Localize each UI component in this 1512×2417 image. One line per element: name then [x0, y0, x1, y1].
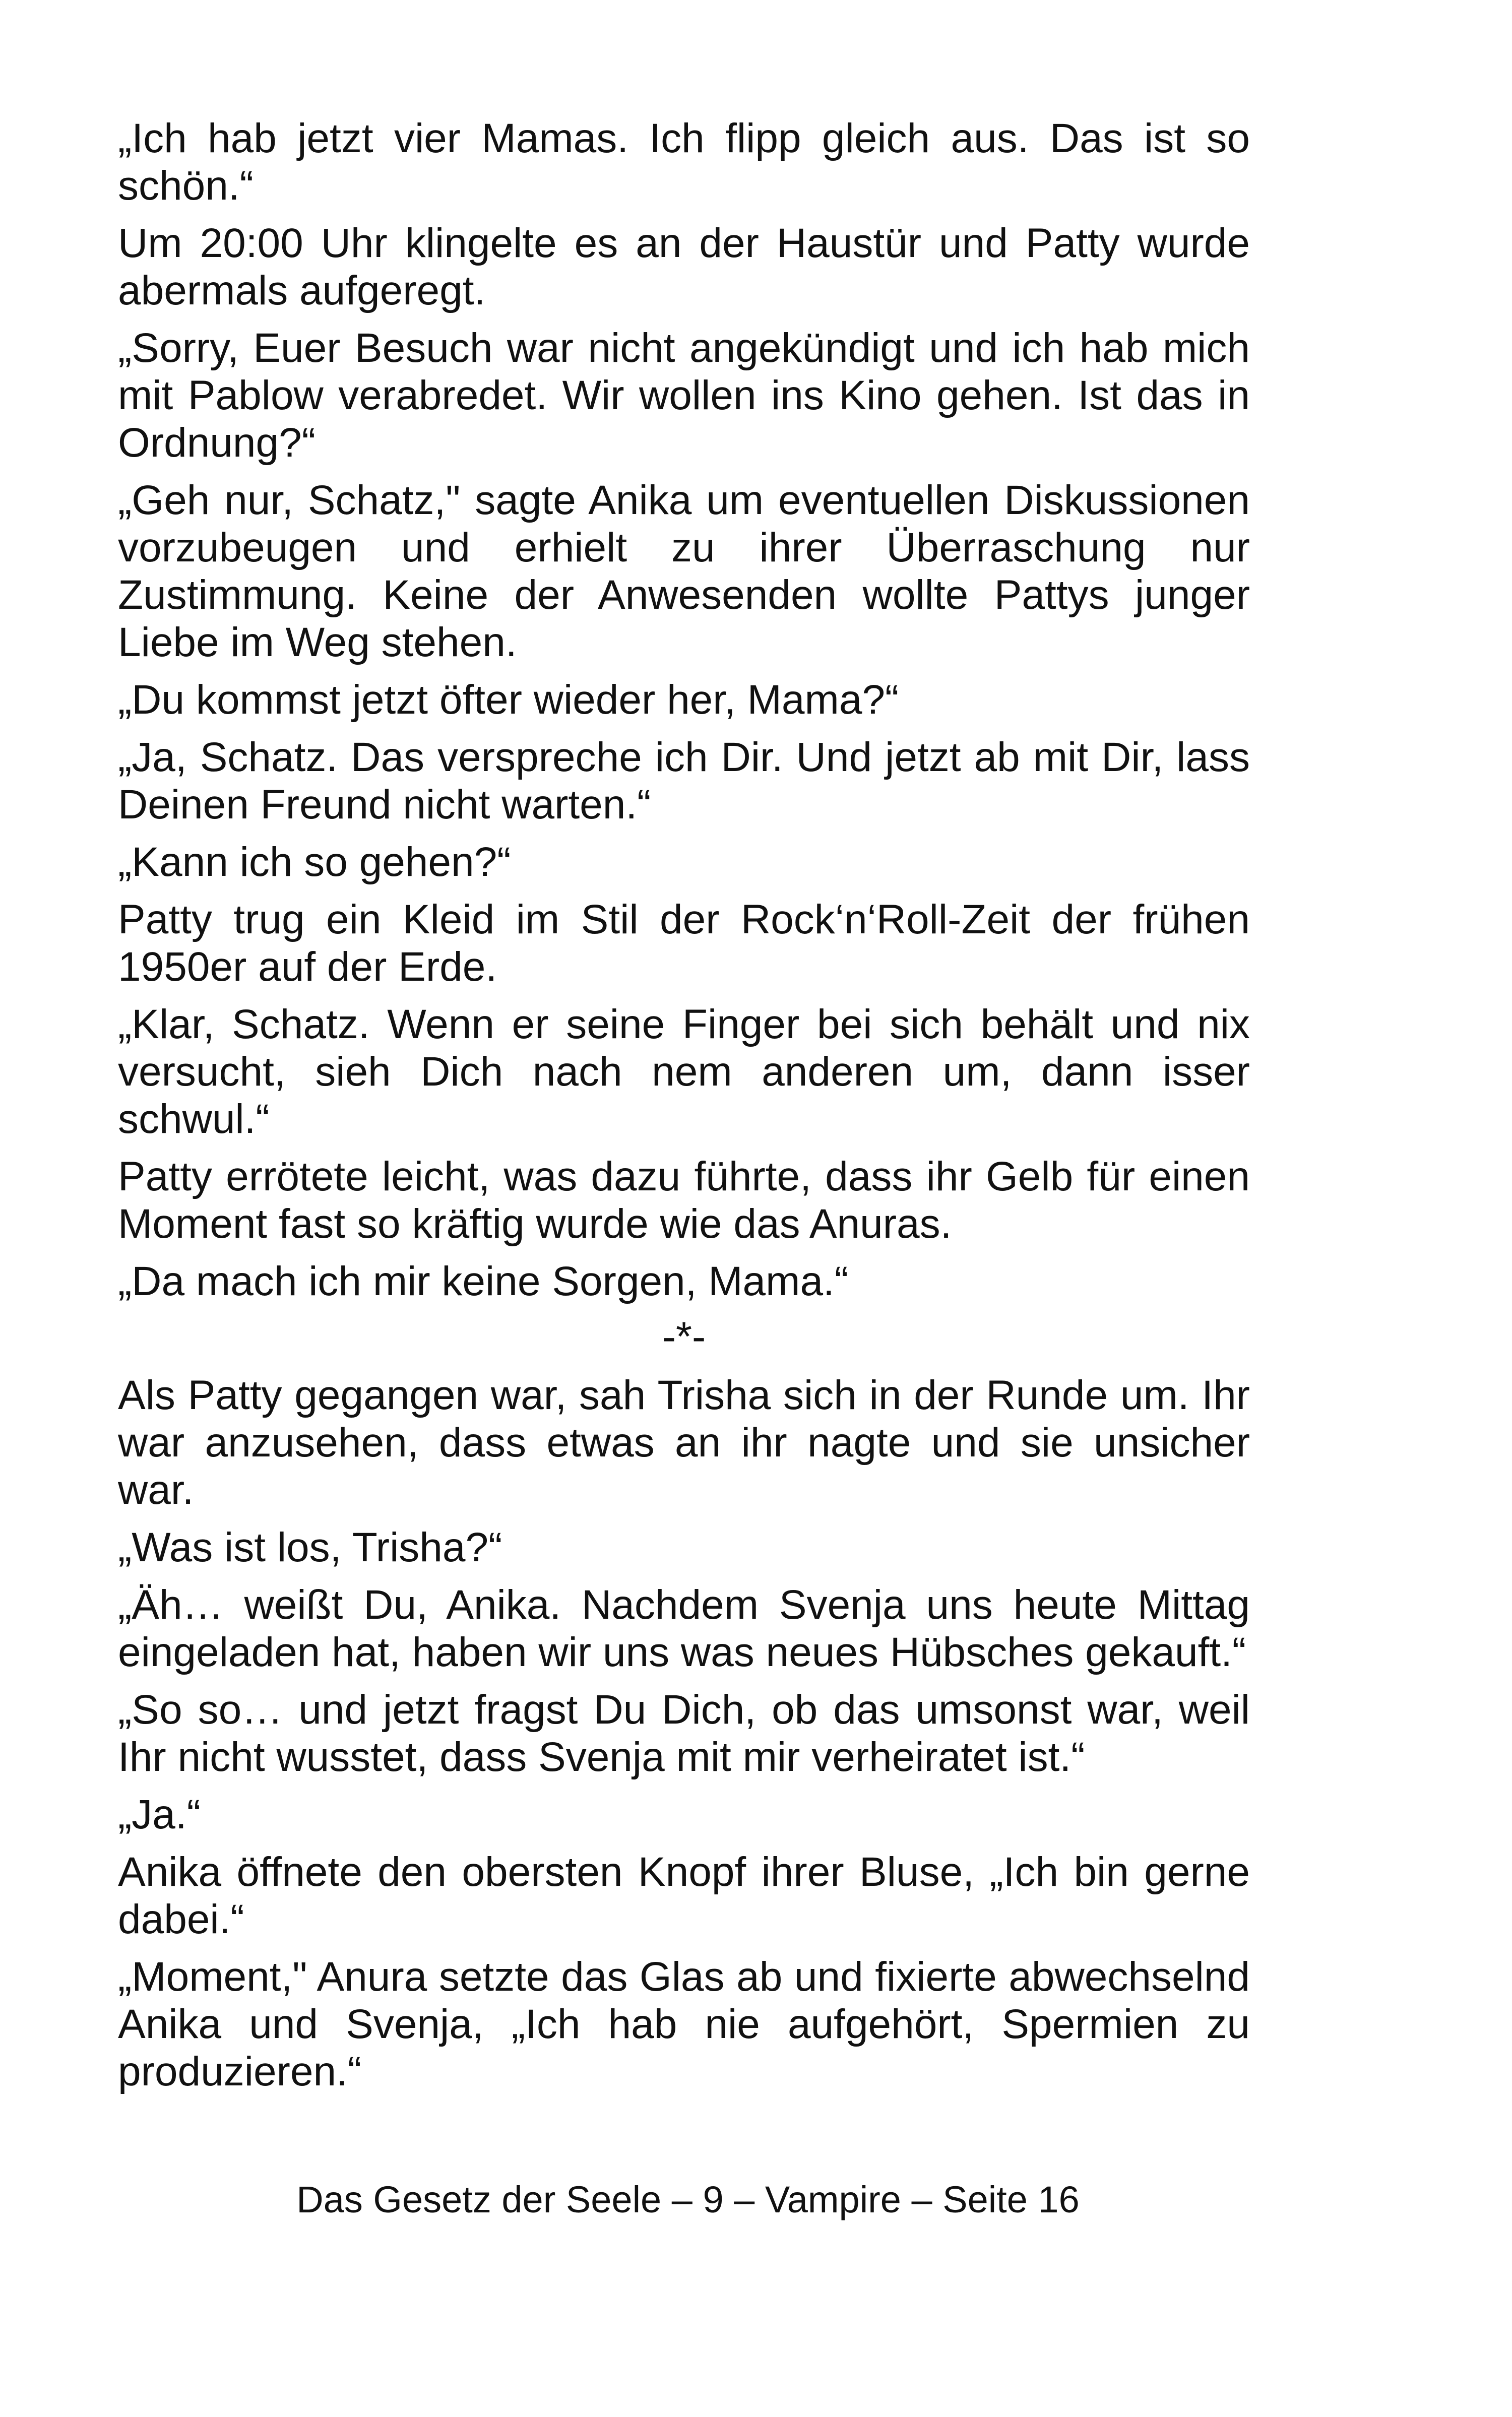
paragraph: „Sorry, Euer Besuch war nicht angekündigt und ich hab mich mit Pablow verabredet. Wir wollen ins Kino gehen. Ist das in Ordnung?“	[118, 325, 1250, 466]
paragraph: „Kann ich so gehen?“	[118, 839, 511, 885]
paragraph: Patty errötete leicht, was dazu führte, dass ihr Gelb für einen Moment fast so kräftig wurde wie das Anuras.	[118, 1154, 1250, 1247]
page-footer: Das Gesetz der Seele – 9 – Vampire – Seite 16	[296, 2179, 1080, 2220]
scene-separator: -*-	[662, 1314, 706, 1360]
paragraph: „So so… und jetzt fragst Du Dich, ob das umsonst war, weil Ihr nicht wusstet, dass Svenja mit mir verheiratet ist.“	[118, 1687, 1250, 1780]
paragraph: „Äh… weißt Du, Anika. Nachdem Svenja uns heute Mittag eingeladen hat, haben wir uns was neues Hübsches gekauft.“	[118, 1582, 1250, 1675]
page-body	[118, 115, 1250, 2106]
paragraph: „Moment," Anura setzte das Glas ab und fixierte abwechselnd Anika und Svenja, „Ich hab nie aufgehört, Spermien zu produzieren.“	[118, 1954, 1250, 2094]
paragraph: „Ja, Schatz. Das verspreche ich Dir. Und jetzt ab mit Dir, lass Deinen Freund nicht warten.“	[118, 734, 1250, 828]
paragraph: „Klar, Schatz. Wenn er seine Finger bei sich behält und nix versucht, sieh Dich nach nem anderen um, dann isser schwul.“	[118, 1001, 1250, 1142]
paragraph: „Geh nur, Schatz," sagte Anika um eventuellen Diskussionen vorzubeugen und erhielt zu ihrer Überraschung nur Zustimmung. Keine der Anwesenden wollte Pattys junger Liebe im Weg stehen.	[118, 477, 1250, 665]
paragraph: Als Patty gegangen war, sah Trisha sich in der Runde um. Ihr war anzusehen, dass etwas an ihr nagte und sie unsicher war.	[118, 1372, 1250, 1513]
paragraph: Um 20:00 Uhr klingelte es an der Haustür und Patty wurde abermals aufgeregt.	[118, 220, 1250, 313]
paragraph: „Da mach ich mir keine Sorgen, Mama.“	[118, 1258, 849, 1304]
paragraph: „Ja.“	[118, 1792, 201, 1837]
paragraph: „Ich hab jetzt vier Mamas. Ich flipp gleich aus. Das ist so schön.“	[118, 115, 1250, 209]
paragraph: Anika öffnete den obersten Knopf ihrer Bluse, „Ich bin gerne dabei.“	[118, 1849, 1250, 1942]
paragraph: „Was ist los, Trisha?“	[118, 1524, 502, 1570]
paragraph: Patty trug ein Kleid im Stil der Rock‘n‘Roll-Zeit der frühen 1950er auf der Erde.	[118, 897, 1250, 990]
paragraph: „Du kommst jetzt öfter wieder her, Mama?“	[118, 677, 899, 723]
